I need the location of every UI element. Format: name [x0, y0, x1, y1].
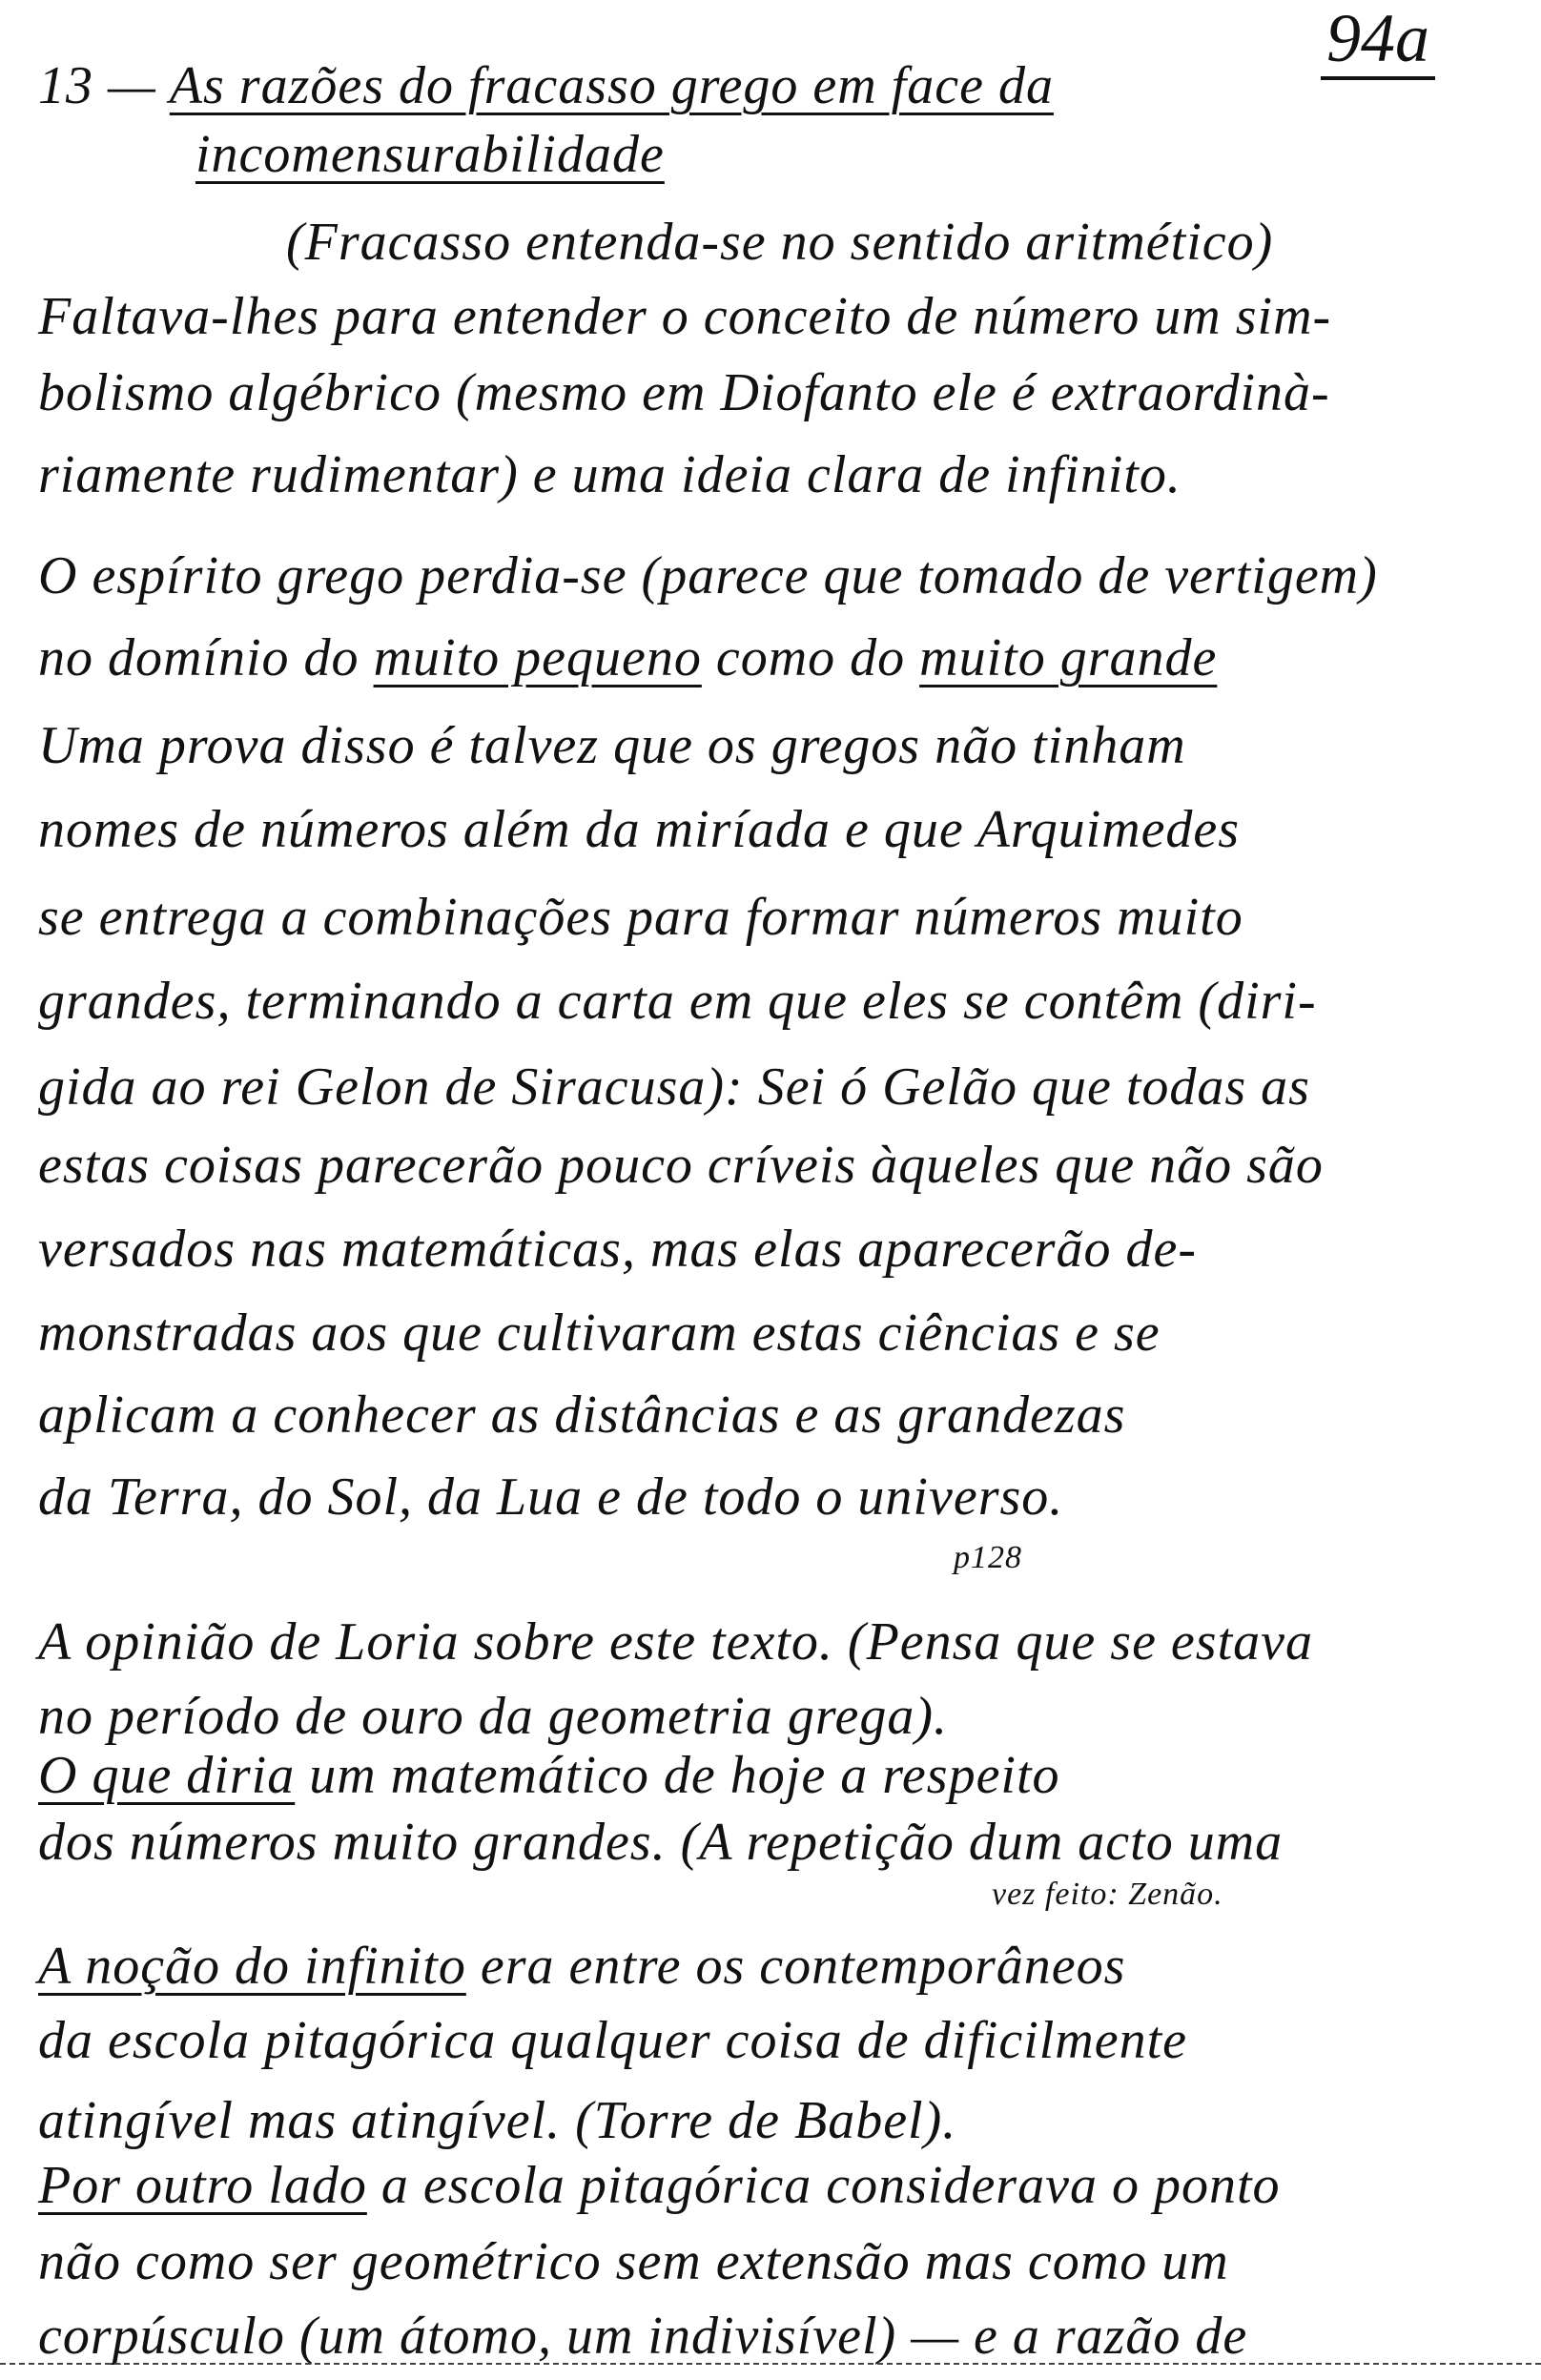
text-line [38, 362, 1330, 423]
text-segment: grandes, terminando a carta em que eles se contêm (diri- [38, 972, 1317, 1031]
underlined-text: O que diria [38, 1746, 296, 1805]
text-line [38, 887, 1243, 948]
text-line [38, 286, 1331, 347]
text-line [38, 2231, 1229, 2292]
text-segment: a escola pitagórica considerava o ponto [366, 2156, 1281, 2215]
text-segment: riamente rudimentar) e uma ideia clara de infinito. [38, 445, 1181, 504]
text-line [38, 1812, 1283, 1873]
underlined-text: As razões do fracasso grego em face da [169, 56, 1054, 115]
underlined-text: Por outro lado [38, 2156, 367, 2215]
text-segment: no domínio do [38, 628, 374, 687]
text-line [38, 444, 1181, 505]
text-line [38, 799, 1240, 860]
text-line [38, 2010, 1187, 2071]
underlined-text: incomensurabilidade [195, 125, 665, 184]
text-line [38, 545, 1378, 606]
page-number: 94a [1321, 0, 1435, 80]
text-line [286, 212, 1273, 273]
text-segment: O espírito grego perdia-se (parece que tomado de vertigem) [38, 546, 1378, 605]
text-segment: p128 [954, 1540, 1022, 1575]
text-segment: da escola pitagórica qualquer coisa de dificilmente [38, 2011, 1188, 2070]
text-segment: 13 — [38, 56, 170, 115]
text-segment: no período de ouro da geometria grega). [38, 1687, 949, 1746]
text-segment: não como ser geométrico sem extensão mas como um [38, 2232, 1229, 2291]
text-segment: vez feito: Zenão. [992, 1877, 1223, 1912]
text-line [38, 1135, 1324, 1196]
text-segment: versados nas matemáticas, mas elas aparecerão de- [38, 1220, 1197, 1279]
text-line [38, 627, 1217, 688]
text-segment: Faltava-lhes para entender o conceito de número um sim- [38, 287, 1332, 346]
text-segment: aplicam a conhecer as distâncias e as grandezas [38, 1385, 1126, 1445]
text-line [38, 55, 1054, 116]
text-segment: como do [701, 628, 920, 687]
text-segment: dos números muito grandes. (A repetição dum acto uma [38, 1813, 1284, 1872]
text-segment: nomes de números além da miríada e que Arquimedes [38, 800, 1241, 859]
text-segment: A opinião de Loria sobre este texto. (Pensa que se estava [38, 1612, 1313, 1672]
text-segment: se entrega a combinações para formar números muito [38, 888, 1243, 947]
text-segment: (Fracasso entenda-se no sentido aritmético) [286, 213, 1274, 272]
text-line [38, 1936, 1125, 1997]
text-line [38, 2155, 1281, 2216]
text-segment: da Terra, do Sol, da Lua e de todo o universo. [38, 1467, 1064, 1527]
text-line [38, 1611, 1313, 1672]
text-segment: era entre os contemporâneos [465, 1937, 1126, 1996]
text-line [38, 715, 1186, 776]
text-line [38, 1219, 1197, 1280]
text-line [38, 1467, 1063, 1528]
text-line [38, 1385, 1125, 1446]
underlined-text: A noção do infinito [38, 1937, 466, 1996]
marginal-annotation [954, 1540, 1022, 1576]
text-line [38, 971, 1317, 1032]
marginal-annotation [992, 1877, 1223, 1913]
text-line [38, 2090, 956, 2151]
text-line [38, 1745, 1060, 1806]
page-bottom-edge [0, 2363, 1541, 2365]
text-segment: monstradas aos que cultivaram estas ciências e se [38, 1303, 1161, 1363]
underlined-text: muito grande [919, 628, 1218, 687]
text-segment: estas coisas parecerão pouco críveis àqueles que não são [38, 1136, 1324, 1195]
text-line [38, 1686, 948, 1747]
text-line [195, 124, 665, 185]
text-line [38, 1057, 1310, 1118]
text-segment: bolismo algébrico (mesmo em Diofanto ele é extraordinà- [38, 363, 1330, 422]
text-segment: gida ao rei Gelon de Siracusa): Sei ó Gelão que todas as [38, 1057, 1310, 1117]
text-segment: corpúsculo (um átomo, um indivisível) — e a razão de [38, 2307, 1248, 2366]
text-segment: um matemático de hoje a respeito [295, 1746, 1060, 1805]
text-segment: atingível mas atingível. (Torre de Babel). [38, 2091, 957, 2150]
underlined-text: muito pequeno [373, 628, 702, 687]
text-line [38, 1303, 1161, 1364]
text-segment: Uma prova disso é talvez que os gregos não tinham [38, 716, 1186, 775]
text-line [38, 2306, 1247, 2367]
